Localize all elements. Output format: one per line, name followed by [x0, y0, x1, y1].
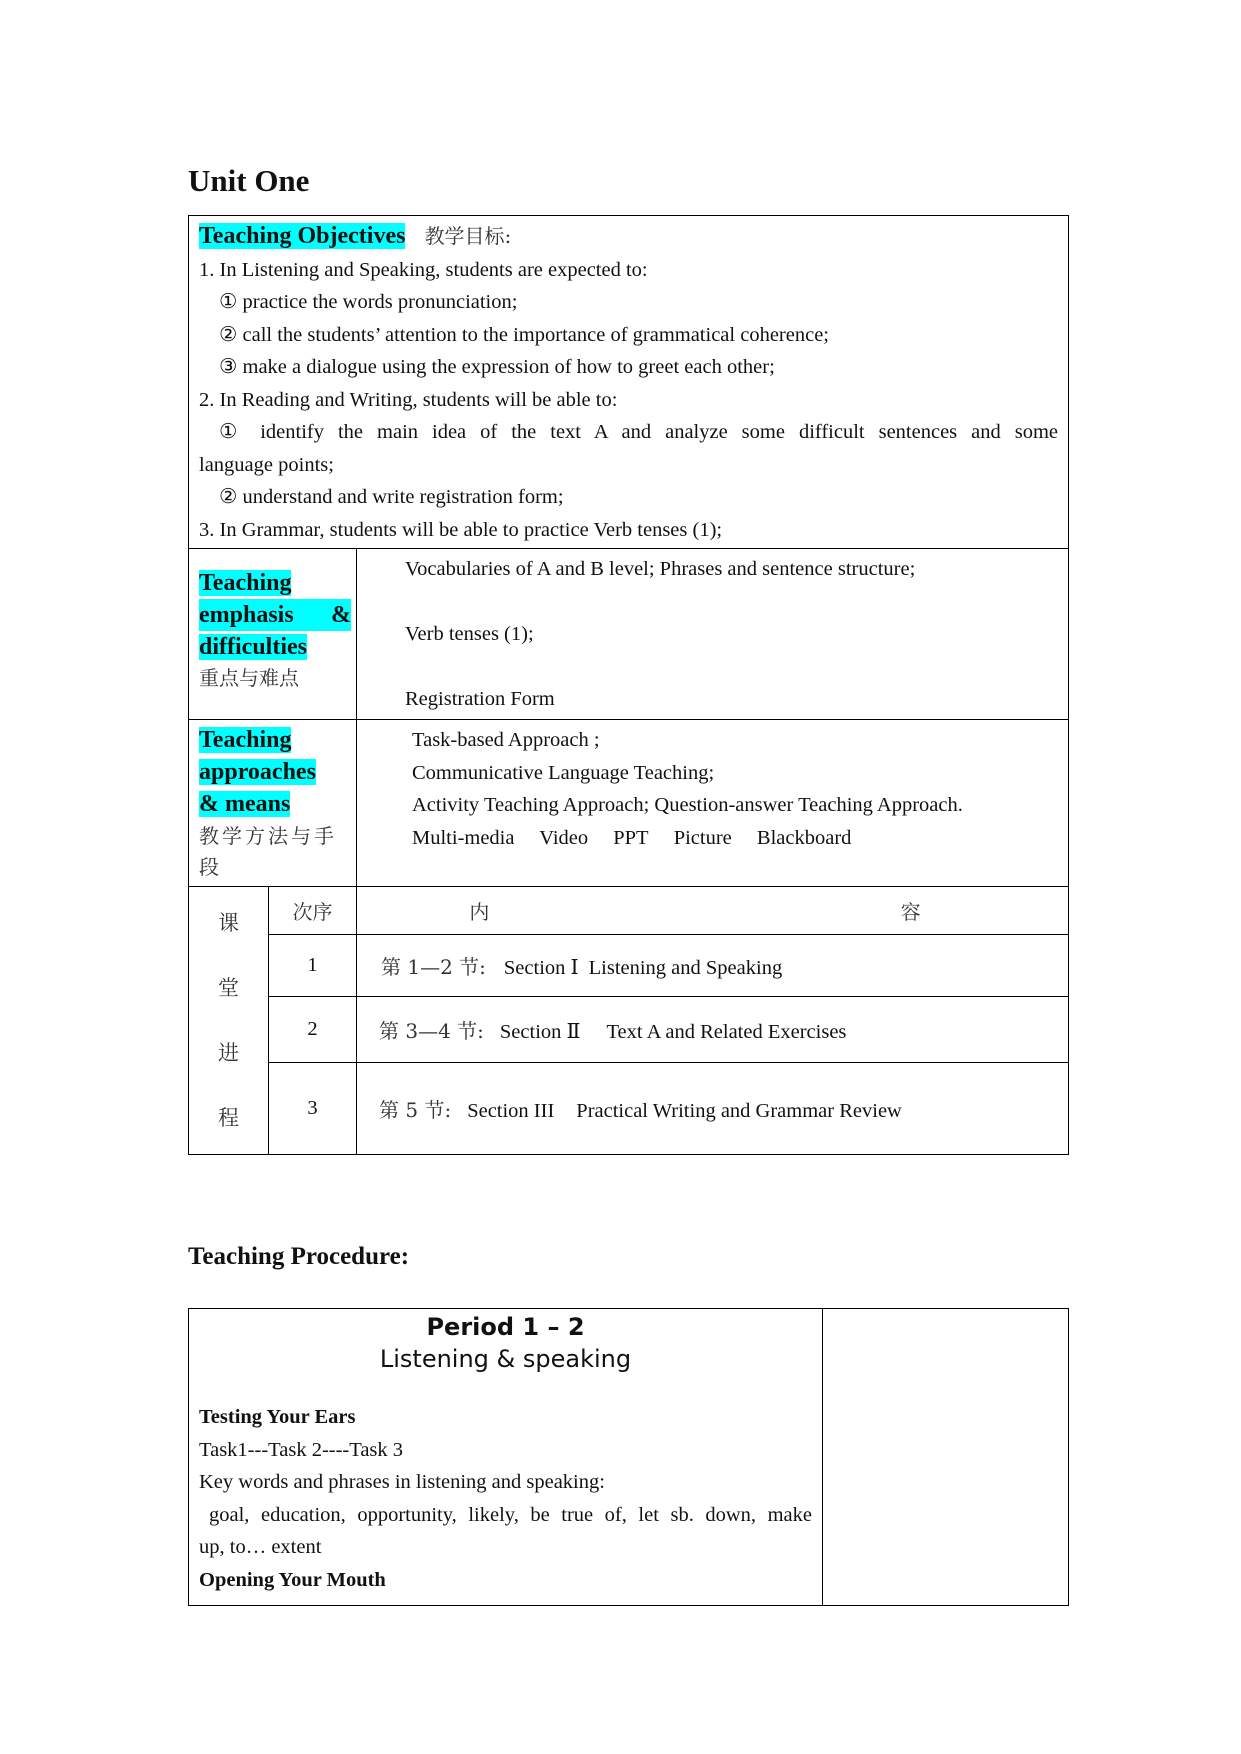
- objective-line: ③ make a dialogue using the expression of how to greet each other;: [219, 356, 775, 378]
- lesson-plan-table: [188, 215, 1069, 1155]
- objective-line: 2. In Reading and Writing, students will be able to:: [199, 388, 618, 411]
- approaches-label-cell: [189, 720, 357, 887]
- procedure-content-cell: [189, 1309, 823, 1606]
- procedure-notes-cell: [823, 1309, 1069, 1606]
- progress-row: [189, 935, 1069, 997]
- emphasis-label: difficulties: [199, 634, 307, 660]
- progress-header-row: [189, 887, 1069, 935]
- emphasis-row: [189, 549, 1069, 720]
- emphasis-content-cell: [357, 549, 1069, 720]
- means-list: [412, 822, 1058, 855]
- means-item: Picture: [673, 826, 732, 849]
- lesson-label: 第 3—4 节:: [379, 1019, 484, 1043]
- period-title: Period 1 – 2: [426, 1313, 585, 1341]
- emphasis-label-cell: [189, 549, 357, 720]
- objective-line: 1. In Listening and Speaking, students are expected to:: [199, 258, 648, 281]
- order-number: 1: [269, 935, 357, 997]
- approaches-label-zh: 段: [199, 855, 219, 879]
- objective-line: ① identify the main idea of the text A and analyze some difficult sentences and some: [219, 421, 1058, 443]
- section-title: Listening and Speaking: [588, 957, 783, 979]
- progress-content: [357, 997, 1069, 1063]
- period-subtitle: Listening & speaking: [379, 1345, 632, 1373]
- section-title: Practical Writing and Grammar Review: [576, 1100, 902, 1122]
- procedure-table: [188, 1308, 1069, 1606]
- content-header: [357, 887, 1069, 935]
- approach-item: Communicative Language Teaching;: [412, 761, 715, 784]
- emphasis-label: emphasis &: [199, 599, 351, 631]
- objective-line: ① practice the words pronunciation;: [219, 291, 518, 313]
- approaches-content-cell: [357, 720, 1069, 887]
- approaches-row: [189, 720, 1069, 887]
- means-item: Video: [539, 826, 589, 849]
- opening-heading: Opening Your Mouth: [199, 1568, 386, 1591]
- progress-vertical-label: [189, 887, 269, 1155]
- content-header-char: 内: [469, 900, 490, 924]
- section-label: Section Ⅱ: [499, 1021, 581, 1043]
- progress-content: [357, 1063, 1069, 1155]
- approaches-label-zh: 教学方法与手: [199, 824, 337, 848]
- progress-label-char: 堂: [218, 975, 239, 1000]
- order-number: 3: [269, 1063, 357, 1155]
- means-item: Multi-media: [412, 826, 515, 849]
- approaches-label: approaches: [199, 759, 316, 785]
- content-header-char: 容: [900, 900, 921, 924]
- section-label: Section III: [467, 1100, 555, 1122]
- objective-line: language points;: [199, 453, 334, 476]
- progress-row: [189, 997, 1069, 1063]
- order-number: 2: [269, 997, 357, 1063]
- emphasis-item: Vocabularies of A and B level; Phrases and sentence structure;: [405, 558, 916, 580]
- means-item: PPT: [613, 826, 649, 849]
- emphasis-label: Teaching: [199, 570, 292, 596]
- testing-heading: Testing Your Ears: [199, 1406, 356, 1428]
- key-words-line: up, to… extent: [199, 1536, 322, 1558]
- objective-line: 3. In Grammar, students will be able to practice Verb tenses (1);: [199, 518, 723, 541]
- progress-label-char: 课: [218, 910, 239, 935]
- emphasis-item: Registration Form: [405, 688, 555, 710]
- approach-item: Activity Teaching Approach; Question-answer Teaching Approach.: [412, 794, 963, 816]
- progress-label-char: 程: [218, 1105, 239, 1130]
- objectives-label-zh: 教学目标:: [424, 224, 512, 248]
- progress-label-char: 进: [218, 1040, 239, 1065]
- key-words-heading: Key words and phrases in listening and speaking:: [199, 1471, 605, 1493]
- objectives-label: Teaching Objectives: [199, 223, 406, 249]
- progress-row: [189, 1063, 1069, 1155]
- procedure-title: Teaching Procedure:: [188, 1243, 410, 1270]
- section-label: Section Ⅰ: [503, 957, 579, 979]
- approach-item: Task-based Approach ;: [412, 729, 600, 751]
- emphasis-item: Verb tenses (1);: [405, 623, 534, 645]
- unit-title: Unit One: [188, 163, 310, 198]
- procedure-row: [189, 1309, 1069, 1606]
- objectives-cell: [189, 216, 1069, 549]
- approaches-label: & means: [199, 791, 291, 817]
- approaches-label: Teaching: [199, 727, 292, 753]
- emphasis-label-zh: 重点与难点: [199, 666, 299, 690]
- section-title: Text A and Related Exercises: [606, 1021, 847, 1043]
- key-words-line: goal, education, opportunity, likely, be true of, let sb. down, make: [209, 1503, 812, 1526]
- means-item: Blackboard: [756, 826, 852, 849]
- progress-content: [357, 935, 1069, 997]
- order-header: 次序: [269, 887, 357, 935]
- objective-line: ② understand and write registration form;: [219, 486, 564, 508]
- objective-line: ② call the students’ attention to the importance of grammatical coherence;: [219, 323, 829, 346]
- tasks-line: Task1---Task 2----Task 3: [199, 1438, 404, 1461]
- objectives-row: [189, 216, 1069, 549]
- lesson-label: 第 5 节:: [379, 1098, 452, 1122]
- lesson-label: 第 1—2 节:: [381, 955, 486, 979]
